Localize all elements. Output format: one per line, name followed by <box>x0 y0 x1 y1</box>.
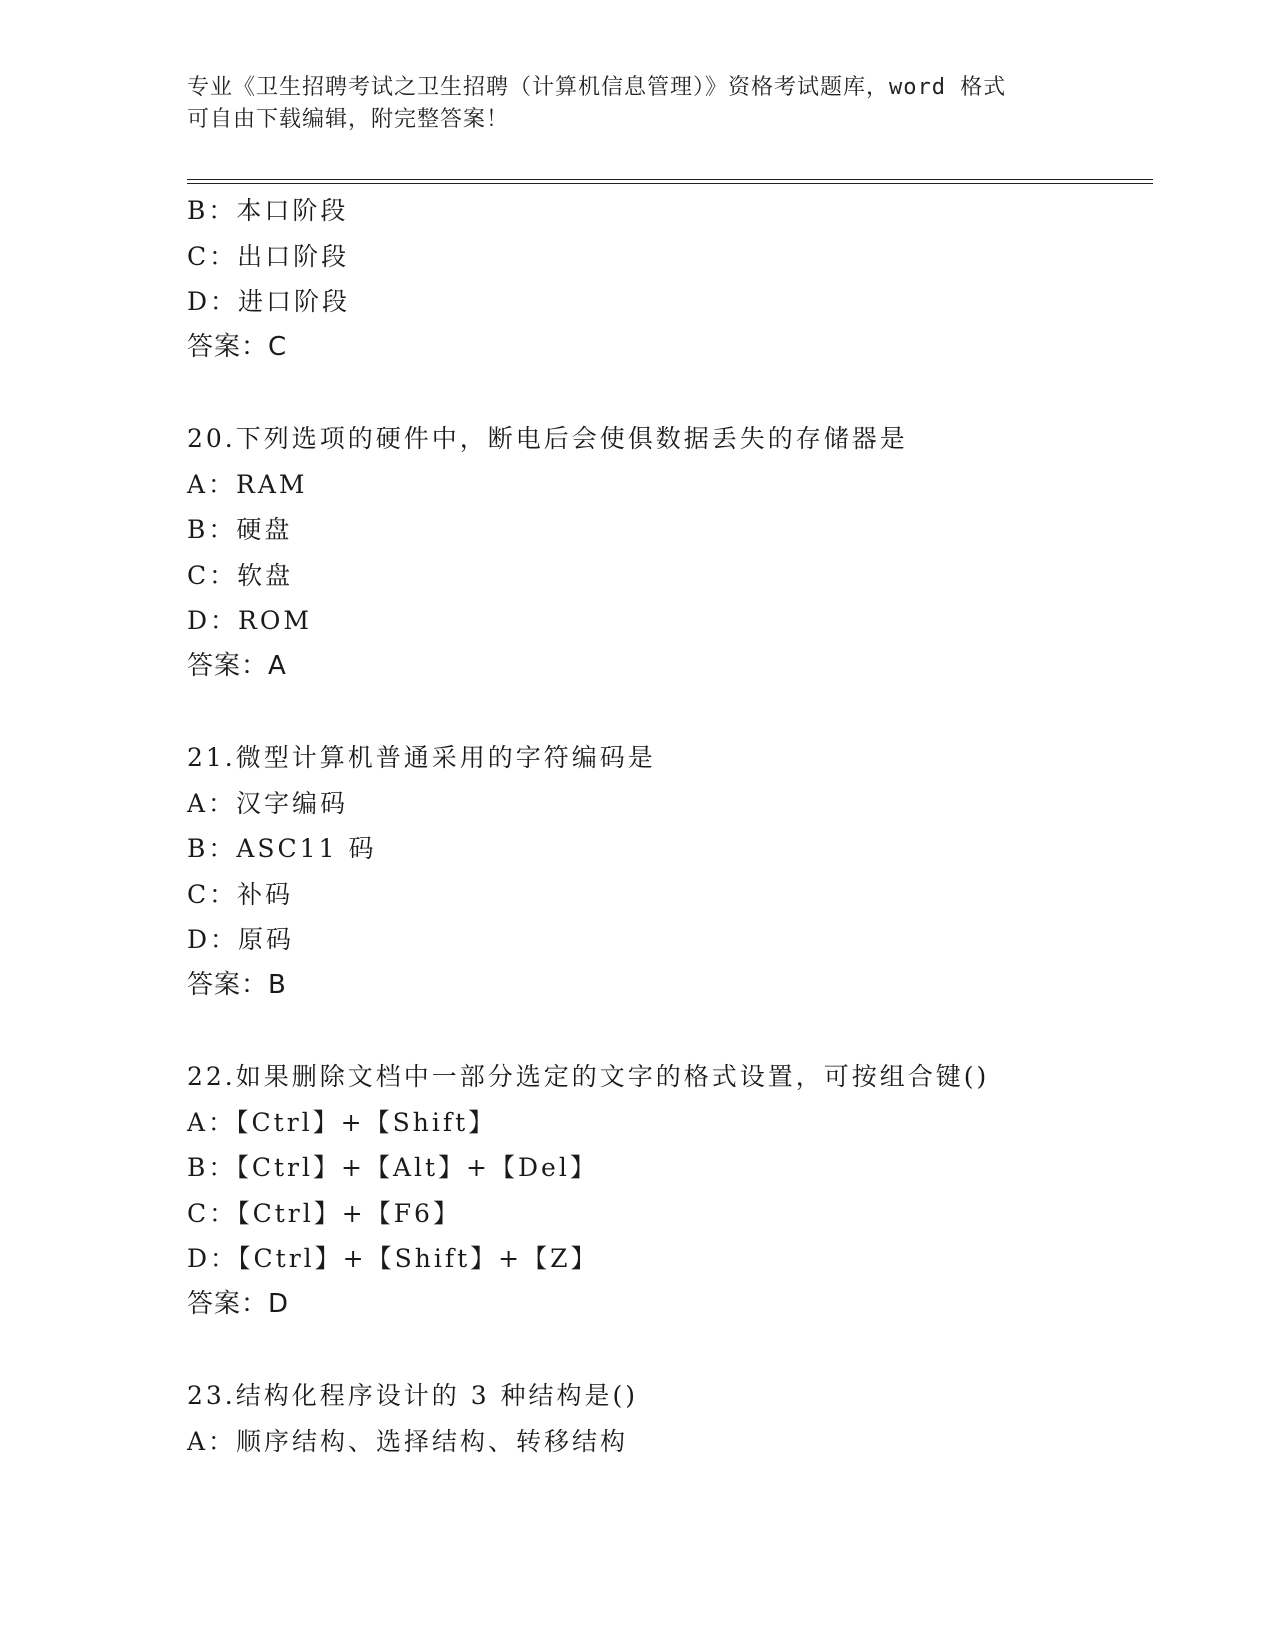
header-divider-top <box>187 179 1153 180</box>
question-23 <box>187 1373 1147 1464</box>
answer-line: 答案：B <box>187 969 287 1000</box>
option-c: C：【Ctrl】+【F6】 <box>187 1198 461 1228</box>
question-19-continued <box>187 188 1147 370</box>
question-list <box>187 188 1147 1464</box>
answer-line: 答案：C <box>187 331 288 362</box>
option-c: C：补码 <box>187 879 294 909</box>
option-c: C：出口阶段 <box>187 241 350 271</box>
question-stem: 21.微型计算机普通采用的字符编码是 <box>187 743 656 772</box>
option-a: A：汉字编码 <box>187 788 349 818</box>
question-stem: 20.下列选项的硬件中，断电后会使俱数据丢失的存储器是 <box>187 424 908 453</box>
header-title-line-2: 可自由下载编辑，附完整答案！ <box>187 107 510 132</box>
option-a: A：【Ctrl】+【Shift】 <box>187 1107 497 1137</box>
option-b: B：本口阶段 <box>187 196 349 225</box>
question-stem: 23.结构化程序设计的 3 种结构是() <box>187 1381 639 1410</box>
header-title-line-1: 专业《卫生招聘考试之卫生招聘（计算机信息管理）》资格考试题库，word 格式 <box>187 75 1007 100</box>
question-20 <box>187 416 1147 689</box>
option-b: B：硬盘 <box>187 515 293 544</box>
question-stem: 22.如果删除文档中一部分选定的文字的格式设置，可按组合键() <box>187 1062 990 1091</box>
option-c: C：软盘 <box>187 560 294 590</box>
answer-line: 答案：A <box>187 650 287 681</box>
spacer <box>187 1327 1147 1373</box>
spacer <box>187 689 1147 735</box>
question-22 <box>187 1054 1147 1327</box>
spacer <box>187 370 1147 416</box>
option-d: D：ROM <box>187 606 312 635</box>
option-d: D：进口阶段 <box>187 287 351 316</box>
header-divider-bottom <box>187 183 1153 184</box>
option-a: A：RAM <box>187 469 308 499</box>
question-21 <box>187 735 1147 1008</box>
option-d: D：原码 <box>187 925 295 954</box>
option-a: A：顺序结构、选择结构、转移结构 <box>187 1426 629 1456</box>
spacer <box>187 1008 1147 1054</box>
answer-line: 答案：D <box>187 1288 290 1319</box>
option-b: B：【Ctrl】+【Alt】+【Del】 <box>187 1153 598 1182</box>
document-header <box>187 72 1087 136</box>
option-d: D：【Ctrl】+【Shift】+【Z】 <box>187 1244 599 1273</box>
option-b: B：ASC11 码 <box>187 834 377 863</box>
